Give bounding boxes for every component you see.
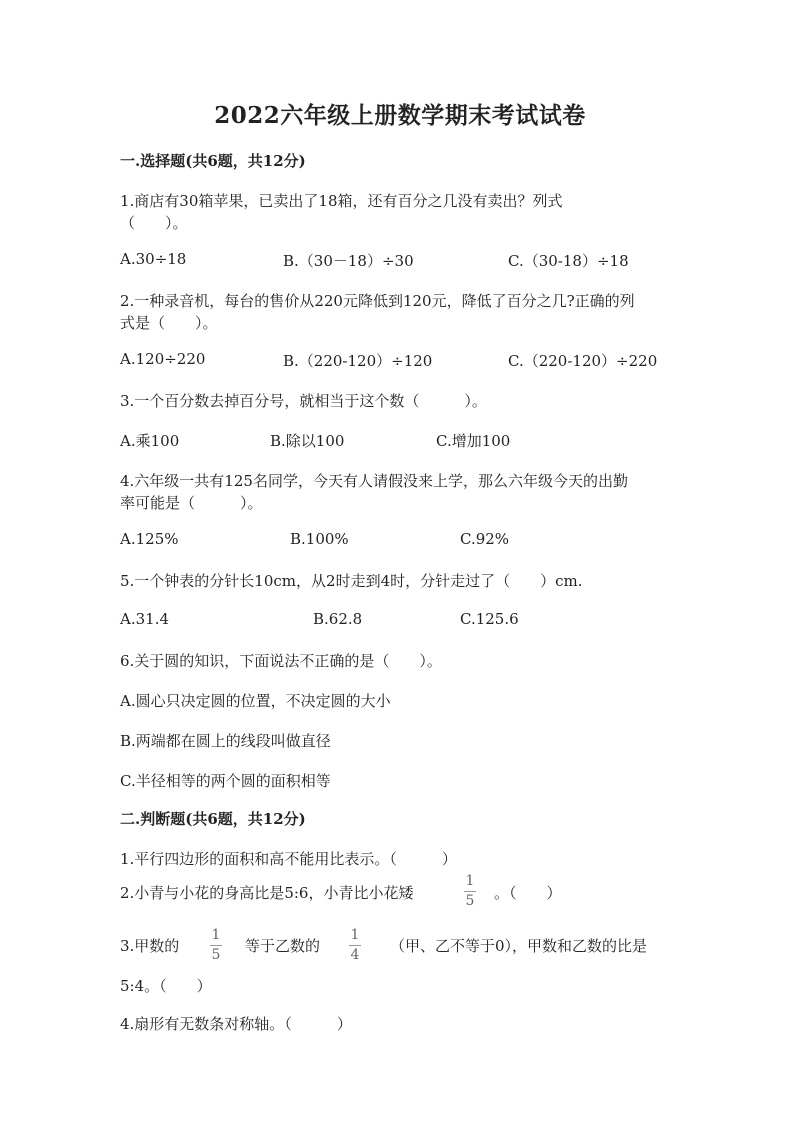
question-2-option-c: C.（220-120）÷220: [508, 352, 658, 370]
question-1-option-a: A.30÷18: [120, 250, 187, 268]
question-3-option-a: A.乘100: [120, 432, 180, 450]
fraction-denominator: 4: [350, 947, 360, 963]
judge-question-3-text-c: （甲、乙不等于0），甲数和乙数的比是: [390, 937, 648, 955]
fraction-numerator: 1: [350, 927, 360, 943]
question-2-option-b: B.（220-120）÷120: [283, 352, 433, 370]
question-4-option-b: B.100%: [290, 530, 349, 548]
question-4-option-a: A.125%: [120, 530, 179, 548]
fraction-one-fifth: [210, 928, 222, 962]
question-6-option-b: B.两端都在圆上的线段叫做直径: [120, 732, 331, 750]
fraction-denominator: 5: [465, 893, 475, 909]
judge-question-3-line2: 5:4。（ ）: [120, 977, 212, 995]
question-5-line1: 5.一个钟表的分针长10cm，从2时走到4时，分针走过了（ ）cm.: [120, 572, 583, 590]
judge-question-4: 4.扇形有无数条对称轴。（ ）: [120, 1015, 352, 1033]
judge-question-2-text-a: 2.小青与小花的身高比是5:6，小青比小花矮: [120, 884, 414, 902]
question-1-line2: （ ）。: [120, 214, 188, 232]
fraction-bar: [349, 945, 361, 946]
fraction-bar: [464, 891, 476, 892]
judge-question-1: 1.平行四边形的面积和高不能用比表示。（ ）: [120, 850, 457, 868]
question-3-line1: 3.一个百分数去掉百分号，就相当于这个数（ ）。: [120, 392, 487, 410]
question-6-line1: 6.关于圆的知识，下面说法不正确的是（ ）。: [120, 652, 442, 670]
question-2-option-a: A.120÷220: [120, 350, 206, 368]
question-3-option-b: B.除以100: [270, 432, 345, 450]
fraction-one-fifth: [464, 874, 476, 908]
judge-question-2-text-b: 。（ ）: [494, 884, 562, 902]
question-5-option-b: B.62.8: [313, 610, 363, 628]
question-6-option-a: A.圆心只决定圆的位置，不决定圆的大小: [120, 692, 391, 710]
question-4-line1: 4.六年级一共有125名同学，今天有人请假没来上学，那么六年级今天的出勤: [120, 472, 628, 490]
question-1-option-b: B.（30－18）÷30: [283, 252, 414, 270]
section-heading-choice: 一.选择题(共6题，共12分): [120, 152, 306, 170]
page-title: 2022六年级上册数学期末考试试卷: [214, 102, 586, 129]
question-4-option-c: C.92%: [460, 530, 510, 548]
fraction-numerator: 1: [465, 873, 475, 889]
fraction-bar: [210, 945, 222, 946]
question-5-option-a: A.31.4: [120, 610, 169, 628]
question-2-line1: 2.一种录音机，每台的售价从220元降低到120元，降低了百分之几?正确的列: [120, 292, 635, 310]
question-2-line2: 式是（ ）。: [120, 314, 218, 332]
fraction-one-fourth: [349, 928, 361, 962]
judge-question-3-text-a: 3.甲数的: [120, 937, 180, 955]
section-heading-judgement: 二.判断题(共6题，共12分): [120, 810, 306, 828]
judge-question-3-text-b: 等于乙数的: [245, 937, 321, 955]
fraction-numerator: 1: [211, 927, 221, 943]
question-6-option-c: C.半径相等的两个圆的面积相等: [120, 772, 331, 790]
question-1-option-c: C.（30-18）÷18: [508, 252, 629, 270]
question-3-option-c: C.增加100: [436, 432, 511, 450]
question-5-option-c: C.125.6: [460, 610, 519, 628]
question-1-line1: 1.商店有30箱苹果，已卖出了18箱，还有百分之几没有卖出？列式: [120, 192, 563, 210]
fraction-denominator: 5: [211, 947, 221, 963]
question-4-line2: 率可能是（ ）。: [120, 494, 263, 512]
